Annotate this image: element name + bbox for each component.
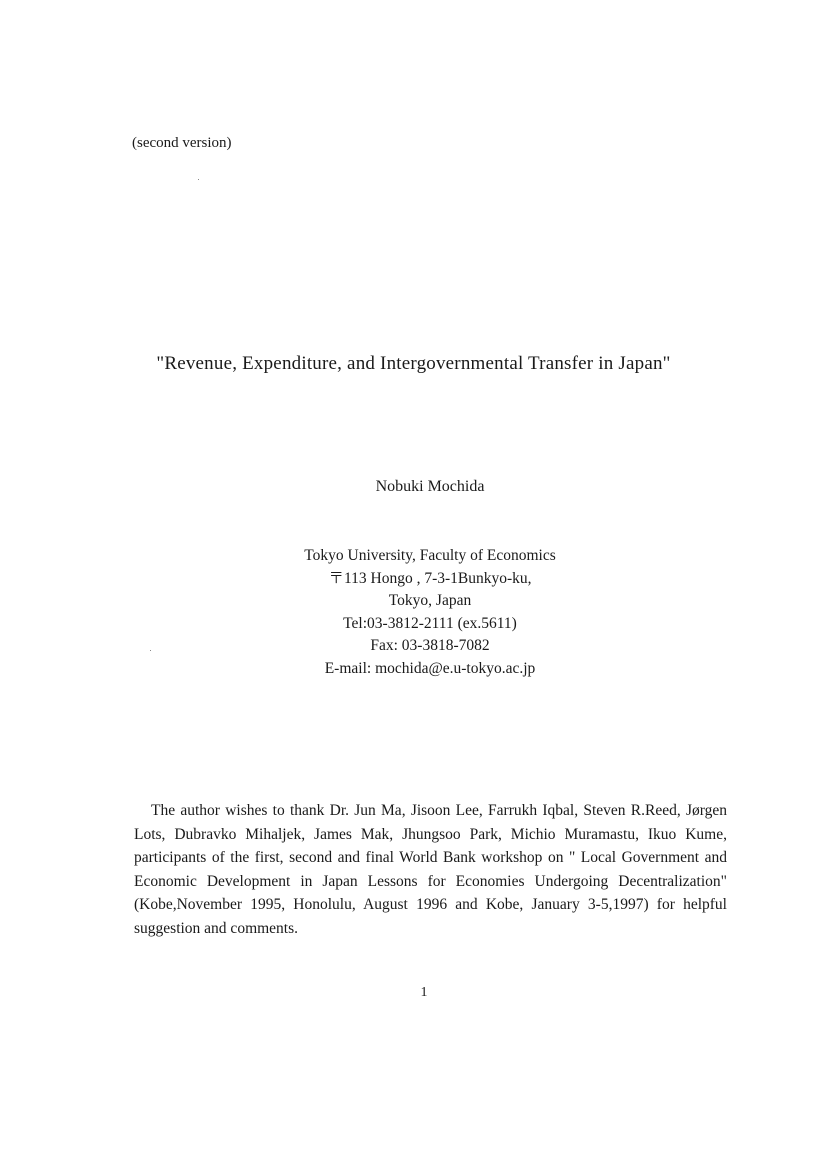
affiliation-city: Tokyo, Japan [388,592,472,609]
paper-title: "Revenue, Expenditure, and Intergovernmental Transfer in Japan" [156,353,671,374]
author-name: Nobuki Mochida [375,478,485,495]
affiliation-address: 〒113 Hongo , 7-3-1Bunkyo-ku, [328,569,532,587]
affiliation-block [0,545,827,680]
page-number: 1 [420,985,428,1000]
affiliation-institution: Tokyo University, Faculty of Economics [304,547,556,564]
affiliation-tel: Tel:03-3812-2111 (ex.5611) [343,614,517,632]
affiliation-fax: Fax: 03-3818-7082 [370,637,490,654]
scan-speck [198,179,199,180]
affiliation-email: E-mail: mochida@e.u-tokyo.ac.jp [324,659,536,677]
acknowledgement-paragraph: The author wishes to thank Dr. Jun Ma, Jisoon Lee, Farrukh Iqbal, Steven R.Reed, Jørgen Lots, Dubravko Mihaljek, James Mak, Jhungsoo Park, Michio Muramastu, Ikuo Kume, participants of the first, second and final World Bank workshop on " Local Government and Economic Development in Japan Lessons for Economies Undergoing Decentralization"(Kobe,November 1995, Honolulu, August 1996 and Kobe, January 3-5,1997) for helpful suggestion and comments. [134,802,727,937]
version-note: (second version) [132,135,232,151]
